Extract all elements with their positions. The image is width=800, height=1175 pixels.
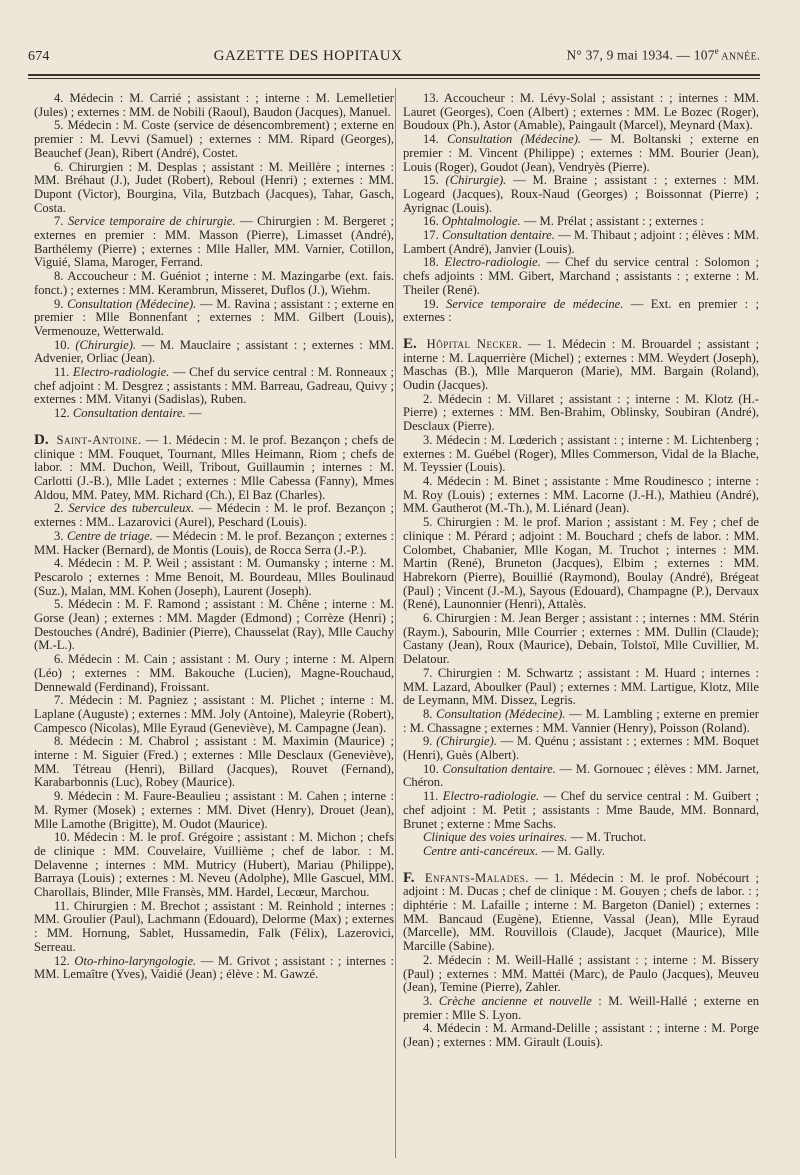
hospital-name: Hôpital Necker. bbox=[426, 336, 523, 351]
entry-e5: 5. Chirurgien : M. le prof. Marion ; assistant : M. Fey ; chef de clinique : M. Pérard ; adjoint : M. Bouchard ; chefs de labor. : MM. Colombet, Chabanier, Mlle Kogan, M. Truchot ; internes : MM. Martin (René), Bruneton (Jacques), Elbim ; externes : MM. Habrekorn (Pierre), Bouillié (Raymond), Boulay (André), Brégeat (Paul) ; Vincent (J.-M.), Sayous (Edouard), Champagne (P.), Dervaux (René), Launonnier (Henri), Attalès. bbox=[403, 515, 759, 612]
entry-lead: 10. bbox=[54, 337, 76, 352]
entry-d12 bbox=[34, 955, 394, 982]
entry-text: — Médecin : M. le prof. Bezançon ; externes : MM.. Lazarovici (Aurel), Peschard (Louis). bbox=[34, 501, 394, 530]
entry-d9: 9. Médecin : M. Faure-Beaulieu ; assistant : M. Cahen ; interne : M. Rymer (Mosek) ; externes : MM. Divet (Henry), Drouet (Jean), Mlle Lamothe (Brigitte), M. Oudot (Maurice). bbox=[34, 789, 394, 831]
entry-heading: Oto-rhino-laryngologie. bbox=[74, 953, 197, 968]
entry-heading: Consultation (Médecine). bbox=[67, 296, 197, 311]
entry-lead: 12. bbox=[54, 406, 73, 421]
entry-13-accoucheur: 13. Accoucheur : M. Lévy-Solal ; assistant : ; internes : MM. Lauret (Georges), Coen (Albert) ; externes : MM. Le Bozec (Roger), Boudoux (Ph.), Astor (Amable), Paingault (Marcel), Meynard (Max). bbox=[403, 91, 759, 133]
entry-d10: 10. Médecin : M. le prof. Grégoire ; assistant : M. Michon ; chefs de clinique : MM. Couvelaire, Vuillième ; chef de labor. : M. Delavenne ; internes : MM. Mutricy (Hubert), Mariau (Philippe), Barraya (Louis) ; externes : M. Neveu (Adolphe), Mlle Gascuel, MM. Charollais, Blinder, Mlle Fransès, MM. Hardel, Lecœur, Marchou. bbox=[34, 830, 394, 900]
entry-14-consultation bbox=[403, 133, 759, 174]
entry-5-coste: 5. Médecin : M. Coste (service de désencombrement) ; externe en premier : M. Levvi (Samuel) ; externes : MM. Ripard (Georges), Beauchef (Jean), Ribert (André), Costet. bbox=[34, 118, 394, 160]
entry-e2: 2. Médecin : M. Villaret ; assistant : ; interne : M. Klotz (H.-Pierre) ; externes : MM. Ben-Brahim, Oblinsky, Soubiran (André), Desclaux (Pierre). bbox=[403, 391, 759, 434]
section-letter: D. bbox=[34, 431, 49, 448]
issue-suffix: ANNÉE. bbox=[718, 51, 760, 63]
entry-text: — M. Grivot ; assistant : ; internes : MM. Lemaître (Yves), Vaidié (Jean) ; élève : M. Gawzé. bbox=[34, 953, 395, 982]
entry-lead: 16. bbox=[423, 214, 442, 229]
entry-heading: Crèche ancienne et nouvelle bbox=[438, 994, 592, 1008]
entry-f2: 2. Médecin : M. Weill-Hallé ; assistant : ; interne : M. Bissery (Paul) ; externes : MM. Mattéi (Marc), de Paulo (Jacques), Meuveu (Jean), Temine (Pierre), Zahler. bbox=[403, 952, 759, 995]
entry-heading: Centre anti-cancéreux. bbox=[423, 843, 539, 858]
entry-heading: Consultation (Médecine). bbox=[436, 706, 566, 721]
entry-text: — 1. Médecin : M. Brouardel ; assistant ; interne : M. Laquerrière (Michel) ; externes : MM. Weydert (Joseph), Maschas (B.), Mlle Marqueron (Marie), MM. Bargain (Roland), Oudin (Jacques). bbox=[403, 336, 760, 393]
entry-lead: 9. bbox=[423, 734, 437, 749]
entry-16-ophtalmologie bbox=[403, 215, 759, 229]
entry-text: — M. Thibaut ; adjoint : ; élèves : MM. Lambert (André), Janvier (Louis). bbox=[403, 228, 759, 256]
entry-heading: (Chirurgie). bbox=[445, 173, 507, 188]
entry-text: — M. Braine ; assistant : ; externes : MM. Logeard (Jacques), Roux-Naud (Georges) ; Boissonnat (Pierre) ; Ayrignac (Louis). bbox=[403, 173, 759, 215]
entry-text: : M. Weill-Hallé ; externe en premier : Mlle S. Lyon. bbox=[403, 994, 760, 1022]
entry-text: — M. Lambling ; externe en premier : M. Chassagne ; externes : MM. Vannier (Henry), Poisson (Roland). bbox=[403, 706, 759, 735]
section-letter: F. bbox=[403, 869, 415, 886]
entry-heading: Consultation dentaire. bbox=[442, 761, 556, 776]
entry-text: — M. Ravina ; assistant : ; externe en premier : Mlle Bonnenfant ; externes : MM. Gilbert (Louis), Vermenouze, Wetterwald. bbox=[34, 296, 394, 338]
entry-text: — Médecin : M. le prof. Bezançon ; externes : MM. Hacker (Bernard), de Montis (Louis), de Rocca Serra (J.-P.). bbox=[34, 528, 395, 557]
entry-text: — 1. Médecin : M. le prof. Bezançon ; chefs de clinique : MM. Fouquet, Tournant, Mlles Heimann, Riom ; chefs de labor. : MM. Duchon, Weill, Tribout, Guillaumin ; internes : M. Carlotti (J.-B.), Mlle Ladet ; externes : Mlle Cabessa (Fanny), Mmes Aldou, MM. Patey, MM. Richard (Ch.), El Baz (Charles). bbox=[34, 432, 394, 502]
entry-f4: 4. Médecin : M. Armand-Delille ; assistant : ; interne : M. Porge (Jean) ; externes : MM. Girault (Louis). bbox=[403, 1021, 759, 1050]
entry-lead: 19. bbox=[423, 296, 447, 311]
entry-lead: 9. bbox=[54, 296, 68, 311]
entry-e7: 7. Chirurgien : M. Schwartz ; assistant : M. Huard ; internes : MM. Lazard, Aboulker (Paul) ; externes : MM. Lartigue, Klotz, Mlle de Leymann, MM. Dissez, Legris. bbox=[403, 665, 759, 708]
entry-heading: Service des tuberculeux. bbox=[68, 501, 195, 516]
entry-heading: Ophtalmologie. bbox=[441, 214, 521, 229]
entry-text: — Chef du service central : M. Guibert ; chef adjoint : M. Petit ; assistants : Mme Baude, MM. Bonnard, Brunet ; externe : Mme Sachs. bbox=[403, 789, 759, 831]
entry-9-consultation bbox=[34, 298, 394, 339]
entry-12-dentaire bbox=[34, 407, 394, 421]
entry-e8 bbox=[403, 708, 759, 735]
entry-e4: 4. Médecin : M. Binet ; assistante : Mme Roudinesco ; interne : M. Roy (Louis) ; externes : MM. Lacorne (J.-H.), Mathieu (André), MM. Gautherot (M.-Th.), M. Liénard (Jean). bbox=[403, 473, 759, 516]
entry-d11: 11. Chirurgien : M. Brechot ; assistant : M. Reinhold ; internes : MM. Groulier (Paul), Lachmann (Edouard), Delorme (Max) ; externes : MM. Hornung, Sablet, Hussamedin, Falk (Félix), Lazerovici, Serreau. bbox=[34, 898, 394, 954]
section-f-enfants-malades bbox=[403, 869, 759, 954]
right-column bbox=[403, 92, 759, 1050]
entry-lead: 7. bbox=[54, 214, 68, 229]
entry-d6: 6. Médecin : M. Cain ; assistant : M. Oury ; interne : M. Alpern (Léo) ; externes : MM. Bakouche (Lucien), Magne-Rouchaud, Dennewald (Ferdinand), Froissant. bbox=[34, 652, 394, 694]
entry-lead: 17. bbox=[423, 228, 442, 243]
entry-lead: 3. bbox=[54, 528, 67, 543]
entry-heading: (Chirurgie). bbox=[436, 734, 497, 749]
entry-17-dentaire bbox=[403, 229, 759, 256]
entry-text: — 1. Médecin : M. le prof. Nobécourt ; adjoint : M. Ducas ; chef de clinique : M. Gouyen ; chefs de labor. : ; diphtérie : M. Lafaille ; interne : M. Bargeton (Daniel) ; externes : MM. Bancaud (Eugène), Etienne, Vassal (Jean), Mlle Eyraud (Marcelle), MM. Rouvillois (Claude), Jacquet (Maurice), Mlle Marcille (Sabine). bbox=[403, 870, 759, 954]
entry-d7: 7. Médecin : M. Pagniez ; assistant : M. Plichet ; interne : M. Laplane (Auguste) ; externes : MM. Joly (Antoine), Maleyrie (Robert), Campesco (Nicolas), Mlle Eyraud (Geneviève), M. Campagne (Jean). bbox=[34, 693, 394, 735]
entry-lead: 15. bbox=[423, 173, 446, 188]
entry-lead: 11. bbox=[423, 789, 443, 804]
entry-heading: Service temporaire de médecine. bbox=[446, 296, 624, 311]
entry-text: — M. Gally. bbox=[538, 843, 605, 858]
entry-e9 bbox=[403, 735, 759, 762]
section-d-saint-antoine bbox=[34, 431, 394, 503]
entry-e10 bbox=[403, 763, 759, 790]
section-letter: E. bbox=[403, 335, 417, 352]
entry-d2 bbox=[34, 502, 394, 529]
entry-lead: 11. bbox=[54, 365, 73, 380]
entry-15-chirurgie bbox=[403, 174, 759, 215]
entry-d8: 8. Médecin : M. Chabrol ; assistant : M. Maximin (Maurice) ; interne : M. Siguier (Fred.) ; externes : Mlle Desclaux (Geneviève), MM. Tétreau (Henri), Billard (Jacques), Rouvet (Fernand), Karabarbonnis (Luc), Robey (Maurice). bbox=[34, 734, 394, 790]
entry-e13-anti-cancereux bbox=[403, 845, 759, 859]
entry-d3 bbox=[34, 530, 394, 557]
column-divider bbox=[395, 88, 396, 1158]
entry-heading: Clinique des voies urinaires. bbox=[423, 830, 568, 845]
issue-main: N° 37, 9 mai 1934. — 107 bbox=[566, 47, 715, 63]
entry-11-electro-radiologie bbox=[34, 366, 394, 407]
entry-text: — Chef du service central : M. Ronneaux ; chef adjoint : M. Desgrez ; assistants : MM. Barreau, Gadreau, Quivy ; externes : MM. Vitanyi (Sadislas), Ruben. bbox=[34, 365, 394, 407]
journal-title: GAZETTE DES HOPITAUX bbox=[213, 47, 403, 64]
section-e-necker bbox=[403, 335, 760, 393]
entry-text: — bbox=[185, 406, 202, 421]
entry-lead: 12. bbox=[54, 953, 75, 968]
entry-heading: Electro-radiologie. bbox=[72, 365, 170, 380]
entry-text: — M. Prélat ; assistant : ; externes : bbox=[520, 214, 704, 229]
entry-text: — M. Gornouec ; élèves : MM. Jarnet, Chéron. bbox=[403, 761, 760, 790]
issue-sup: e bbox=[714, 46, 719, 56]
entry-lead: 18. bbox=[423, 255, 445, 270]
entry-lead: 3. bbox=[423, 994, 439, 1008]
entry-e6: 6. Chirurgien : M. Jean Berger ; assistant : ; internes : MM. Stérin (Raym.), Sabourin, Mlle Courrier ; externes : MM. Dullin (Claude); Castany (Jean), Roux (Maurice), Debain, Tolstoï, Mlle Cuvillier, M. Delatour. bbox=[403, 611, 759, 667]
entry-text: — M. Mauclaire ; assistant : ; externes : MM. Advenier, Orliac (Jean). bbox=[34, 337, 394, 366]
entry-heading: (Chirurgie). bbox=[75, 337, 137, 352]
entry-heading: Consultation (Médecine). bbox=[447, 132, 582, 147]
entry-lead: 10. bbox=[423, 761, 443, 776]
entry-18-electro bbox=[403, 256, 759, 297]
header-rule bbox=[28, 74, 760, 79]
left-column bbox=[34, 92, 394, 982]
entry-19-service-temporaire bbox=[403, 298, 759, 325]
entry-text: — M. Quénu ; assistant : ; externes : MM. Boquet (Henri), Guès (Albert). bbox=[403, 734, 760, 763]
entry-e3: 3. Médecin : M. Lœderich ; assistant : ; interne : M. Lichtenberg ; externes : M. Guébel (Roger), Mlles Commerson, Vidal de la Blache, M. Teyssier (Louis). bbox=[403, 432, 759, 475]
entry-7-service-temporaire bbox=[34, 215, 394, 270]
entry-heading: Consultation dentaire. bbox=[72, 406, 186, 421]
entry-text: — Ext. en premier : ; externes : bbox=[403, 296, 759, 325]
entry-10-chirurgie bbox=[34, 339, 394, 366]
entry-4-carrie: 4. Médecin : M. Carrié ; assistant : ; interne : M. Lemelletier (Jules) ; externes : MM. de Nobili (Raoul), Baudon (Jacques), Manuel. bbox=[34, 91, 394, 119]
entry-6-desplas: 6. Chirurgien : M. Desplas ; assistant : M. Meillère ; internes : MM. Bréhaut (J.), Judet (Robert), Reboul (Henri) ; externes : MM. Dupont (Victor), Bourgina, Vila, Butzbach (Jacques), Tahar, Gasch, Costa. bbox=[34, 159, 394, 215]
entry-heading: Consultation dentaire. bbox=[441, 228, 555, 243]
entry-heading: Electro-radiologie. bbox=[444, 255, 541, 270]
entry-lead: 14. bbox=[423, 132, 448, 147]
running-header bbox=[28, 46, 760, 68]
entry-d4: 4. Médecin : M. P. Weil ; assistant : M. Oumansky ; interne : M. Pescarolo ; externes : Mme Benoit, M. Bourdeau, Mlles Boulinaud (Suz.), Malan, MM. Kohen (Joseph), Laurent (Joseph). bbox=[34, 556, 394, 598]
entry-d5: 5. Médecin : M. F. Ramond ; assistant : M. Chêne ; interne : M. Gorse (Jean) ; externes : MM. Magder (Edmond) ; Corrèze (Henri) ; Destouches (André), Badinier (Pierre), Chausselat (Ray), Mlle Cauchy (M.-L.). bbox=[34, 597, 394, 653]
entry-text: — Chef du service central : Solomon ; chefs adjoints : MM. Gibert, Marchand ; assistants : ; externe : M. Theiler (René). bbox=[403, 255, 759, 297]
entry-f3 bbox=[403, 995, 759, 1022]
entry-e12-voies-urinaires bbox=[403, 831, 759, 845]
entry-text: — M. Truchot. bbox=[567, 830, 647, 845]
entry-heading: Centre de triage. bbox=[66, 528, 153, 543]
entry-8-accoucheur: 8. Accoucheur : M. Guéniot ; interne : M. Mazingarbe (ext. fais. fonct.) ; externes : MM. Kerambrun, Misseret, Duflos (J.), Wiehm. bbox=[34, 269, 394, 297]
entry-heading: Electro-radiologie. bbox=[442, 789, 540, 804]
entry-lead: 2. bbox=[54, 501, 69, 516]
issue-info bbox=[566, 46, 760, 64]
entry-lead: 8. bbox=[423, 706, 437, 721]
entry-text: — M. Boltanski ; externe en premier : M. Vincent (Philippe) ; externes : MM. Bourier (Jean), Louis (Roger), Goudot (Jean), Vendryès (Pierre). bbox=[403, 132, 759, 174]
entry-text: — Chirurgien : M. Bergeret ; externes en premier : MM. Masson (Pierre), Limasset (André), Barthélemy (Pierre) ; externes : Mlle Haller, MM. Varnier, Cotillon, Viguié, Slama, Maroger, Ferrand. bbox=[34, 214, 395, 270]
entry-heading: Service temporaire de chirurgie. bbox=[67, 214, 236, 229]
hospital-name: Saint-Antoine. bbox=[56, 432, 142, 447]
page-number: 674 bbox=[28, 48, 50, 64]
entry-e11 bbox=[403, 790, 759, 831]
hospital-name: Enfants-Malades. bbox=[424, 870, 529, 885]
